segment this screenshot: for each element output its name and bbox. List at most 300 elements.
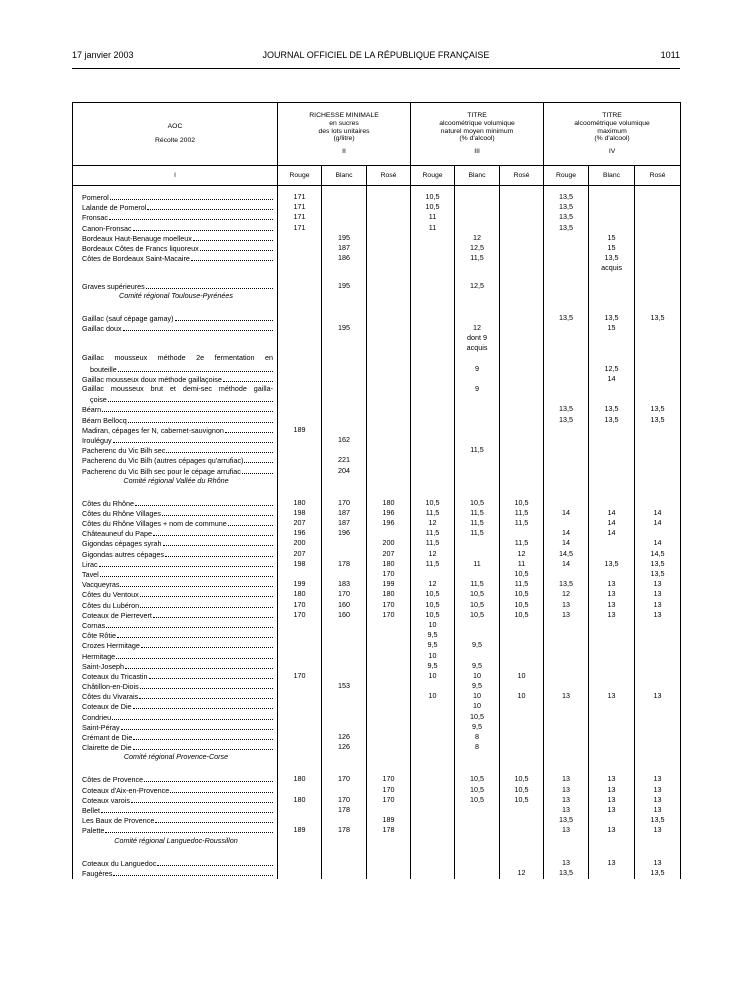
value-natural-rose [500,385,544,395]
value-sugar-rouge: 199 [278,580,322,590]
value-max-rouge [544,641,589,651]
value-natural-blanc: 11,5 [455,529,500,539]
appellation-line [82,590,273,598]
value-natural-rouge: 10 [411,621,455,631]
value-sugar-rouge [278,806,322,816]
header-max-alcohol [544,103,681,166]
value-max-rouge: 13 [544,692,589,702]
value-natural-blanc [455,416,500,426]
value-natural-blanc [455,426,500,436]
value-sugar-rouge [278,446,322,456]
value-sugar-blanc: 183 [322,580,367,590]
appellation-name: Béarn Bellocq [82,415,127,425]
header-rose: Rosé [635,166,681,186]
value-natural-rouge [411,733,455,743]
value-sugar-rose [367,662,411,672]
table-row [73,621,681,631]
value-max-blanc [589,631,635,641]
appellation-name: Gaillac (sauf cépage gamay) [82,313,174,323]
value-max-rose [635,385,681,395]
section-title-provence: Comité régional Provence-Corse [73,753,278,768]
leader-dots [110,193,273,200]
appellation-name: Châtillon-en-Diois [82,682,139,692]
leader-dots [166,446,273,453]
value-sugar-rouge [278,682,322,692]
header-rouge: Rouge [411,166,455,186]
value-max-blanc: 13 [589,611,635,621]
value-sugar-rose: 170 [367,611,411,621]
table-row [73,446,681,456]
value-sugar-blanc: 170 [322,775,367,785]
value-natural-rose [500,702,544,712]
value-sugar-rose: 170 [367,775,411,785]
appellation-cell [73,570,278,580]
value-sugar-rose [367,467,411,477]
value-sugar-blanc [322,354,367,364]
value-max-rouge: 13,5 [544,314,589,324]
appellation-name: Irouléguy [82,435,112,445]
value-sugar-blanc [322,203,367,213]
appellation-cell [73,385,278,395]
value-max-rouge [544,621,589,631]
value-max-rouge [544,702,589,712]
value-sugar-rouge [278,743,322,753]
value-max-blanc [589,203,635,213]
value-max-rouge [544,375,589,385]
appellation-line [82,662,273,670]
table-row [73,539,681,549]
spacer-row [73,768,681,775]
appellation-name: Côtes du Lubéron [82,600,140,610]
value-sugar-blanc: 170 [322,796,367,806]
table-row [73,662,681,672]
value-max-rouge: 13 [544,806,589,816]
appellation-name: Tavel [82,570,99,579]
table-row [73,193,681,203]
table-row [73,859,681,869]
value-max-rouge: 13,5 [544,203,589,213]
value-max-blanc: 13,5 [589,416,635,426]
value-natural-rouge [411,282,455,292]
appellation-line [82,652,273,660]
value-max-rose [635,354,681,364]
value-sugar-blanc [322,692,367,702]
appellation-line [82,467,273,475]
value-sugar-rouge [278,641,322,651]
leader-dots [128,416,273,423]
table-row [73,702,681,712]
table-row [73,224,681,234]
table-row [73,529,681,539]
value-max-rose [635,672,681,682]
value-sugar-rose [367,282,411,292]
value-max-rose [635,436,681,446]
value-natural-blanc [455,621,500,631]
appellation-line [82,672,273,680]
value-sugar-blanc: 153 [322,682,367,692]
value-sugar-rose [367,743,411,753]
value-natural-rouge [411,869,455,879]
value-natural-rouge: 10,5 [411,611,455,621]
value-sugar-rouge [278,692,322,702]
table-row [73,631,681,641]
leader-dots [120,580,273,587]
value-max-blanc: 13 [589,859,635,869]
value-sugar-blanc [322,869,367,879]
value-natural-rose [500,405,544,415]
value-max-blanc: 13 [589,786,635,796]
value-max-blanc: 13 [589,826,635,836]
value-max-blanc [589,426,635,436]
value-natural-rose [500,652,544,662]
value-sugar-rose: 170 [367,570,411,580]
appellation-line [82,324,273,332]
value-natural-blanc: 10,5 [455,796,500,806]
appellation-name: Gaillac mousseux méthode 2e fermentation en [82,353,273,363]
appellation-name: çoise [90,395,107,405]
value-sugar-rose [367,733,411,743]
value-max-rouge: 14 [544,539,589,549]
value-max-blanc: 13 [589,580,635,590]
value-sugar-rose [367,213,411,223]
table-row [73,436,681,446]
value-sugar-rouge [278,713,322,723]
page-number: 1011 [660,50,680,60]
value-natural-rouge [411,375,455,385]
appellation-name: Côtes du Rhône Villages [82,508,161,518]
value-sugar-blanc [322,365,367,375]
table-row [73,672,681,682]
appellation-name: Coteaux du Tricastin [82,671,148,681]
value-sugar-rose [367,652,411,662]
header-max-l2: alcoométrique volumique [574,120,650,128]
value-sugar-rouge: 200 [278,539,322,549]
value-natural-rose [500,816,544,826]
appellation-name: Coteaux de Pierrevert [82,610,152,620]
value-max-rose: 13 [635,796,681,806]
value-sugar-blanc [322,621,367,631]
value-natural-rose [500,723,544,733]
appellation-name: Gaillac doux [82,323,122,333]
appellation-line [82,580,273,588]
appellation-name: Côtes du Vivarais [82,692,139,702]
value-sugar-rose: 170 [367,601,411,611]
value-sugar-rose: 199 [367,580,411,590]
table-row [73,385,681,395]
value-natural-rouge [411,723,455,733]
value-sugar-blanc [322,702,367,712]
table-row [73,234,681,244]
value-natural-rose [500,314,544,324]
table-row [73,611,681,621]
value-natural-rouge: 9,5 [411,641,455,651]
value-sugar-blanc: 196 [322,529,367,539]
value-sugar-rouge [278,467,322,477]
leader-dots [193,234,273,241]
appellation-name: Pacherenc du Vic Bilh sec [82,446,166,456]
value-natural-rouge: 11 [411,224,455,234]
leader-dots [106,621,273,628]
spacer-row [73,852,681,859]
appellation-name: Bellet [82,805,100,815]
value-natural-rouge: 11,5 [411,539,455,549]
value-max-rose: 13 [635,775,681,785]
leader-dots [200,244,273,251]
value-max-rose [635,723,681,733]
appellation-name: Lalande de Pomerol [82,203,147,213]
value-sugar-rose [367,375,411,385]
value-natural-rouge: 10,5 [411,499,455,509]
header-rouge: Rouge [278,166,322,186]
value-natural-blanc [455,826,500,836]
note-acquis: acquis [455,344,500,354]
appellation-cell [73,786,278,796]
value-max-rose: 14 [635,519,681,529]
value-natural-rose [500,365,544,375]
value-max-rouge: 13,5 [544,580,589,590]
value-natural-rouge [411,244,455,254]
value-natural-rouge [411,426,455,436]
value-sugar-rouge: 180 [278,775,322,785]
value-sugar-rouge [278,405,322,415]
value-natural-blanc: 12,5 [455,244,500,254]
value-natural-rouge [411,775,455,785]
value-max-rose [635,193,681,203]
appellation-cell [73,499,278,509]
value-sugar-rouge [278,621,322,631]
value-max-blanc [589,385,635,395]
appellation-cell [73,550,278,560]
value-sugar-blanc: 170 [322,590,367,600]
value-max-rose: 13,5 [635,416,681,426]
value-sugar-blanc: 186 [322,254,367,264]
value-natural-rouge [411,446,455,456]
value-natural-rose [500,641,544,651]
leader-dots [100,570,273,577]
value-sugar-blanc: 204 [322,467,367,477]
value-max-blanc: 13,5 [589,560,635,570]
value-sugar-rose [367,314,411,324]
value-natural-rouge [411,467,455,477]
leader-dots [162,509,273,516]
table-row [73,354,681,364]
value-natural-rose [500,224,544,234]
value-max-rouge [544,713,589,723]
appellation-name: Coteaux varois [82,795,130,805]
value-sugar-blanc: 178 [322,826,367,836]
value-max-blanc [589,672,635,682]
value-max-rose [635,713,681,723]
value-sugar-rose [367,682,411,692]
value-max-rouge: 13 [544,826,589,836]
value-max-blanc: 13,5 [589,405,635,415]
appellation-name: Crozes Hermitage [82,641,140,651]
value-max-rouge: 14 [544,560,589,570]
value-max-rose: 13 [635,611,681,621]
value-max-rouge [544,733,589,743]
appellation-line [82,621,273,629]
appellation-name: Condrieu [82,712,112,722]
value-max-rose: 14 [635,509,681,519]
value-natural-blanc: 11,5 [455,446,500,456]
appellation-line [82,203,273,211]
value-natural-rose [500,354,544,364]
value-natural-rouge [411,405,455,415]
leader-dots [242,467,273,474]
value-sugar-blanc [322,713,367,723]
value-sugar-blanc [322,631,367,641]
table-row-note [73,334,681,344]
appellation-line [82,641,273,649]
appellation-cell [73,426,278,436]
appellation-line [82,282,273,290]
appellation-cell [73,560,278,570]
appellation-name: Saint-Péray [82,722,120,732]
appellation-line [82,405,273,413]
table-row [73,580,681,590]
value-max-rose: 13 [635,859,681,869]
appellation-cell [73,519,278,529]
appellation-line [82,436,273,444]
value-max-rouge [544,672,589,682]
value-max-blanc: 13,5 [589,254,635,264]
value-natural-rose [500,244,544,254]
value-max-rouge [544,385,589,395]
value-natural-blanc [455,203,500,213]
appellation-name: Coteaux de Die [82,702,132,712]
leader-dots [102,405,273,412]
header-max-l4: (% d'alcool) [594,135,630,143]
appellation-cell [73,672,278,682]
header-rose: Rosé [367,166,411,186]
value-sugar-rouge [278,282,322,292]
value-natural-blanc [455,859,500,869]
table-row [73,405,681,415]
table-row [73,509,681,519]
value-max-blanc [589,456,635,466]
value-natural-blanc [455,467,500,477]
value-max-blanc [589,869,635,879]
value-natural-rose [500,193,544,203]
value-sugar-rose [367,324,411,334]
value-sugar-rouge: 207 [278,550,322,560]
value-max-rouge: 13 [544,775,589,785]
value-sugar-rouge [278,314,322,324]
value-max-rouge [544,254,589,264]
value-sugar-rose [367,244,411,254]
appellation-line [82,692,273,700]
value-max-rose [635,621,681,631]
appellation-line [82,193,273,201]
value-natural-blanc: 9 [455,385,500,395]
header-max-l1: TITRE [602,112,622,120]
table-row [73,519,681,529]
value-sugar-rose [367,193,411,203]
appellation-name: Gigondas autres cépages [82,549,164,559]
value-max-rose [635,224,681,234]
value-natural-rose [500,234,544,244]
value-max-blanc [589,193,635,203]
value-sugar-blanc [322,539,367,549]
table-row [73,456,681,466]
value-natural-rouge: 11,5 [411,509,455,519]
value-max-rose: 13 [635,590,681,600]
value-max-rouge [544,456,589,466]
leader-dots [125,662,273,669]
value-natural-blanc: 9,5 [455,641,500,651]
appellation-name: Les Baux de Provence [82,816,155,826]
appellation-line [82,456,273,464]
value-sugar-rose [367,365,411,375]
table-row [73,713,681,723]
value-max-rouge: 13 [544,611,589,621]
value-natural-rouge [411,395,455,405]
appellation-name: Côtes de Provence [82,775,144,785]
value-max-rouge [544,631,589,641]
table-row [73,426,681,436]
appellation-cell [73,314,278,324]
value-sugar-rouge: 170 [278,611,322,621]
value-sugar-blanc [322,385,367,395]
appellation-name: Vacqueyras [82,580,120,590]
appellation-cell [73,723,278,733]
value-sugar-rose [367,436,411,446]
appellation-line [82,826,273,834]
value-sugar-blanc [322,416,367,426]
appellation-name: Gigondas cépages syrah [82,539,162,549]
value-sugar-rouge [278,254,322,264]
appellation-line [82,244,273,252]
value-sugar-rouge: 196 [278,529,322,539]
value-natural-rouge [411,324,455,334]
appellation-cell [73,324,278,334]
value-sugar-rouge: 180 [278,796,322,806]
appellation-name: Côte Rôtie [82,631,116,641]
header-sugar-l2: en sucres [329,120,359,128]
value-sugar-rose [367,385,411,395]
value-max-rose [635,426,681,436]
value-max-blanc [589,743,635,753]
value-max-blanc: 13 [589,796,635,806]
value-sugar-blanc: 178 [322,560,367,570]
value-max-rouge: 14 [544,529,589,539]
value-max-rouge [544,652,589,662]
value-natural-blanc [455,806,500,816]
value-max-rose: 13,5 [635,560,681,570]
value-natural-blanc [455,405,500,415]
leader-dots [175,314,274,321]
value-sugar-rouge: 207 [278,519,322,529]
leader-dots [123,324,273,331]
value-sugar-rouge [278,869,322,879]
value-max-rose [635,213,681,223]
table-row [73,775,681,785]
table-row-note [73,264,681,274]
leader-dots [112,713,273,720]
value-sugar-rouge [278,395,322,405]
value-natural-rose: 10,5 [500,499,544,509]
value-sugar-rose [367,702,411,712]
appellation-cell [73,713,278,723]
value-sugar-rose [367,395,411,405]
value-max-rouge: 13 [544,601,589,611]
header-sugar-l3: des lots unitaires [318,127,370,135]
value-natural-rose: 10,5 [500,775,544,785]
running-head [72,50,680,64]
leader-dots [244,456,273,463]
appellation-name: Palette [82,826,105,836]
appellation-name: Clairette de Die [82,743,132,753]
